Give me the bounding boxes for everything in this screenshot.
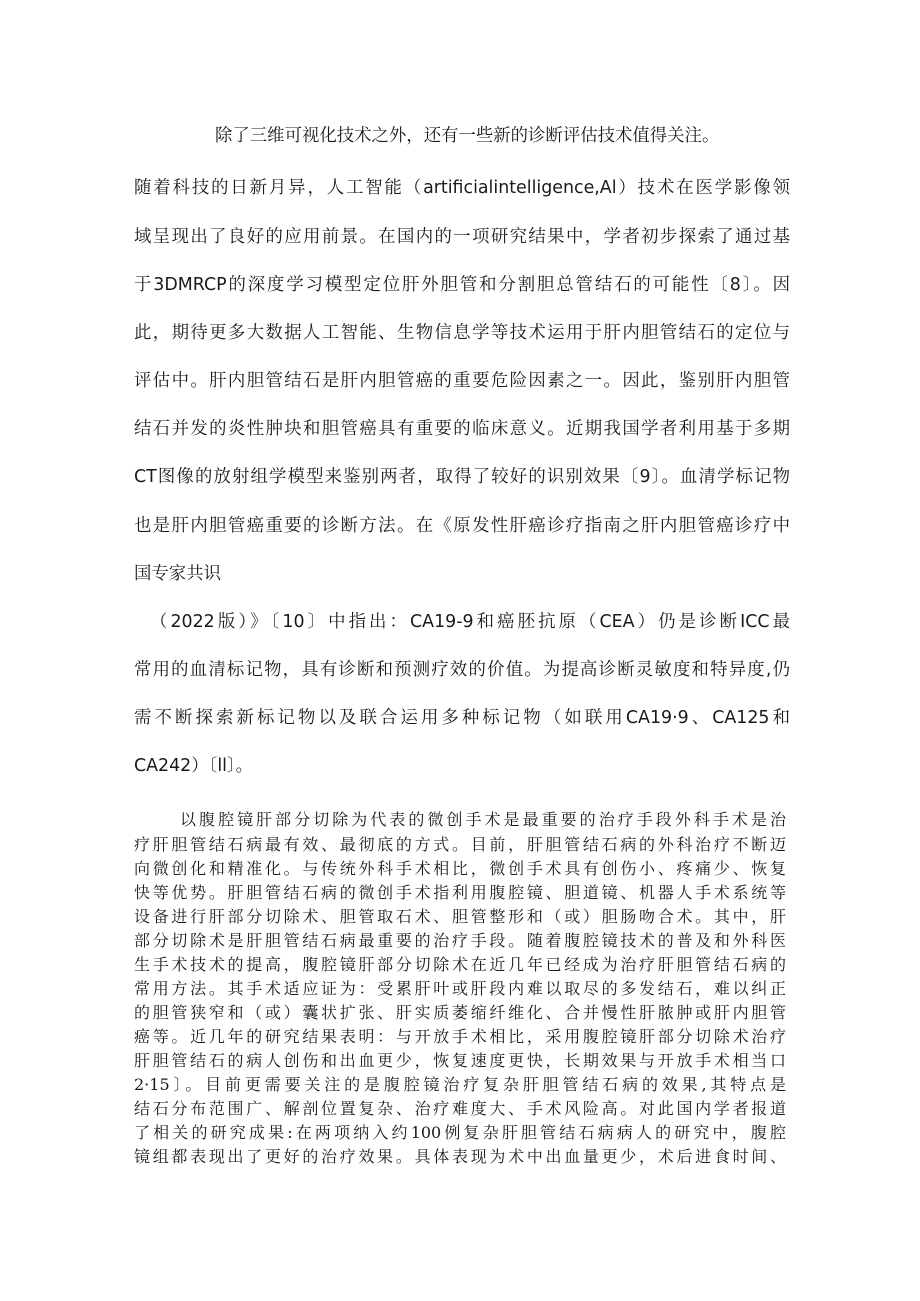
paragraph-line: CT图像的放射组学模型来鉴别两者，取得了较好的识别效果〔9〕。血清学标记物 <box>134 467 790 487</box>
paragraph-line: 肝胆管结石的病人创伤和出血更少，恢复速度更快，长期效果与开放手术相当口 <box>134 1051 786 1070</box>
paragraph-line: 的胆管狭窄和（或）囊状扩张、肝实质萎缩纤维化、合并慢性肝脓肿或肝内胆管 <box>134 1003 786 1022</box>
paragraph-line: 需不断探索新标记物以及联合运用多种标记物（如联用CA19·9、CA125和 <box>134 708 790 728</box>
paragraph-line: 了相关的研究成果:在两项纳入约100例复杂肝胆管结石病病人的研究中，腹腔 <box>134 1123 786 1142</box>
paragraph-line: 评估中。肝内胆管结石是肝内胆管癌的重要危险因素之一。因此，鉴别肝内胆管 <box>134 371 790 391</box>
paragraph-line: 于3DMRCP的深度学习模型定位肝外胆管和分割胆总管结石的可能性〔8〕。因 <box>134 275 790 295</box>
paragraph-line: 以腹腔镜肝部分切除为代表的微创手术是最重要的治疗手段外科手术是治 <box>180 810 786 829</box>
paragraph-line: 生手术技术的提高，腹腔镜肝部分切除术在近几年已经成为治疗肝胆管结石病的 <box>134 955 786 974</box>
paragraph-line: 向微创化和精准化。与传统外科手术相比，微创手术具有创伤小、疼痛少、恢复 <box>134 859 786 878</box>
paragraph-line: 部分切除术是肝胆管结石病最重要的治疗手段。随着腹腔镜技术的普及和外科医 <box>134 931 786 950</box>
paragraph-line: 常用方法。其手术适应证为：受累肝叶或肝段内难以取尽的多发结石，难以纠正 <box>134 979 786 998</box>
paragraph-line: 2·15〕。目前更需要关注的是腹腔镜治疗复杂肝胆管结石病的效果,其特点是 <box>134 1075 786 1094</box>
paragraph-line: 镜组都表现出了更好的治疗效果。具体表现为术中出血量更少，术后进食时间、 <box>134 1147 786 1166</box>
paragraph-line: （2022版）》〔10〕中指出：CA19-9和癌胚抗原（CEA）仍是诊断ICC最 <box>150 612 790 632</box>
paragraph-line: 随着科技的日新月异，人工智能（artificialintelligence,Al）技术在医学影像领 <box>134 178 790 198</box>
paragraph-line: 也是肝内胆管癌重要的诊断方法。在《原发性肝癌诊疗指南之肝内胆管癌诊疗中 <box>134 516 790 536</box>
paragraph-line: 快等优势。肝胆管结石病的微创手术指利用腹腔镜、胆道镜、机器人手术系统等 <box>134 883 786 902</box>
paragraph-line: 域呈现出了良好的应用前景。在国内的一项研究结果中，学者初步探索了通过基 <box>134 227 790 247</box>
paragraph-line: 此，期待更多大数据人工智能、生物信息学等技术运用于肝内胆管结石的定位与 <box>134 323 790 343</box>
paragraph-line: CA242）〔ll〕。 <box>134 756 254 776</box>
paragraph-line: 设备进行肝部分切除术、胆管取石术、胆管整形和（或）胆肠吻合术。其中，肝 <box>134 907 786 926</box>
paragraph-line: 国专家共识 <box>134 564 221 584</box>
paragraph-line: 疗肝胆管结石病最有效、最彻底的方式。目前，肝胆管结石病的外科治疗不断迈 <box>134 835 786 854</box>
paragraph-line: 除了三维可视化技术之外，还有一些新的诊断评估技术值得关注。 <box>215 126 720 146</box>
paragraph-line: 癌等。近几年的研究结果表明：与开放手术相比，采用腹腔镜肝部分切除术治疗 <box>134 1027 786 1046</box>
paragraph-line: 结石分布范围广、解剖位置复杂、治疗难度大、手术风险高。对此国内学者报道 <box>134 1099 786 1118</box>
paragraph-line: 结石并发的炎性肿块和胆管癌具有重要的临床意义。近期我国学者利用基于多期 <box>134 419 790 439</box>
paragraph-line: 常用的血清标记物，具有诊断和预测疗效的价值。为提高诊断灵敏度和特异度,仍 <box>134 660 790 680</box>
